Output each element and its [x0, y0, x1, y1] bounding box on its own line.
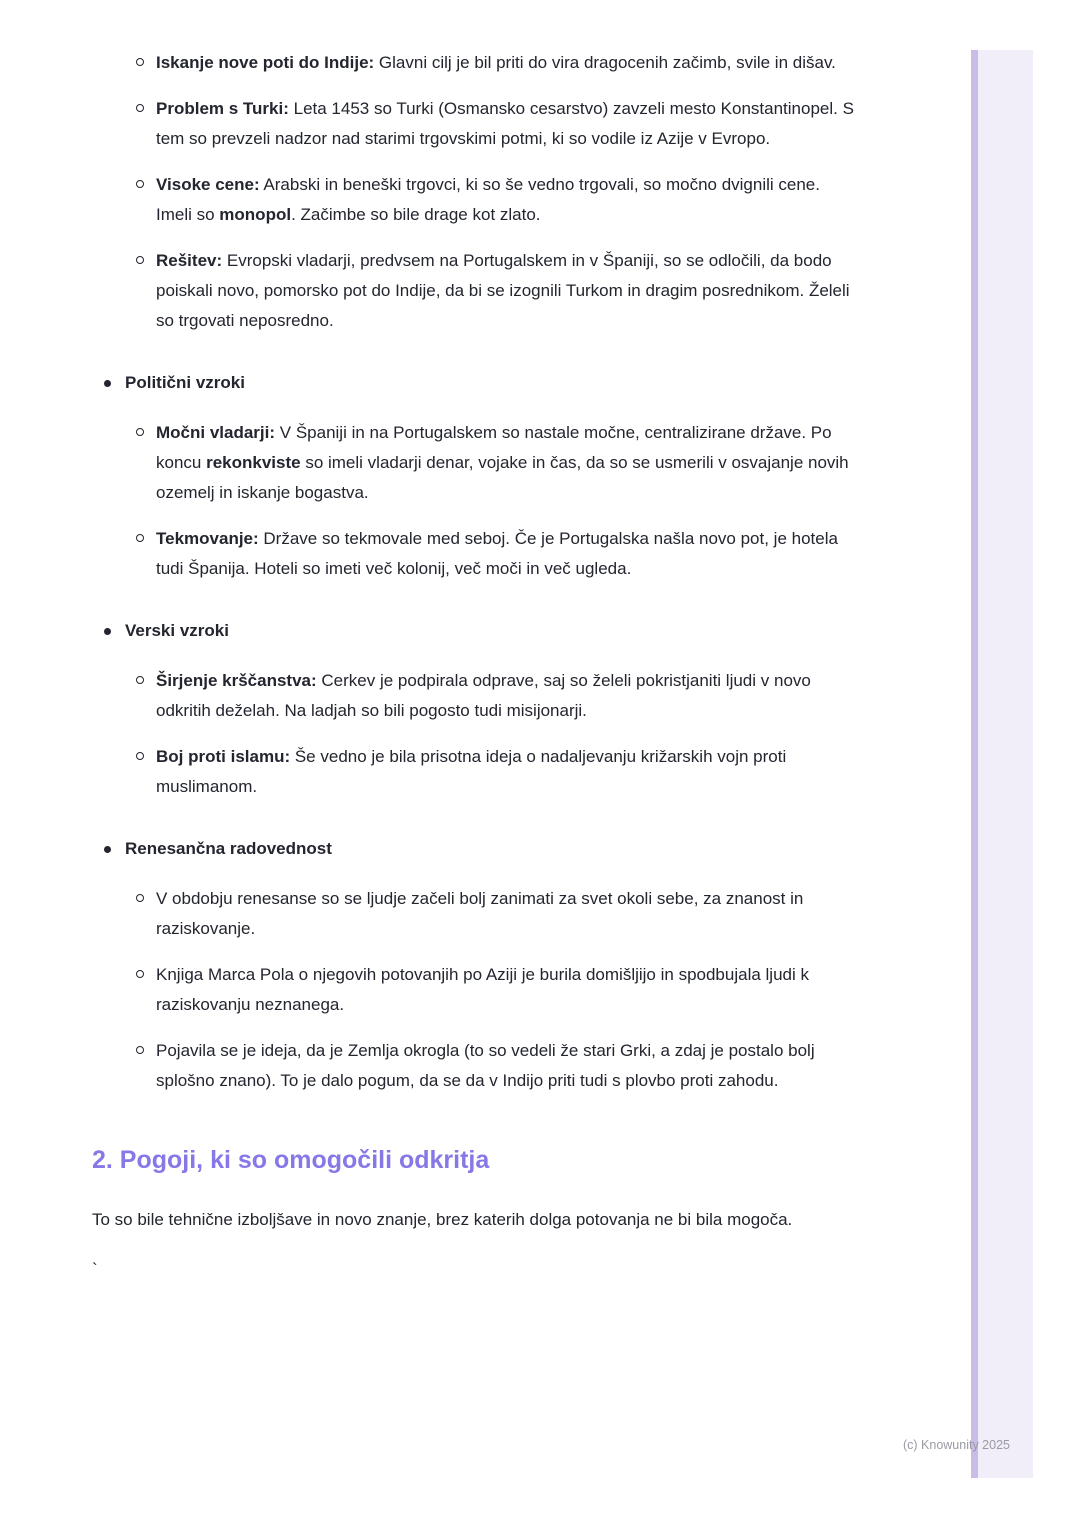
list-item — [125, 418, 856, 508]
text-run: Cerkev je podpirala odprave, saj so želeli pokristjaniti ljudi v novo odkritih deželah. Na ladjah so bili pogosto tudi misijonarji. — [156, 671, 811, 720]
bullet-circle-icon — [136, 428, 144, 436]
sub-bullet-list — [125, 884, 856, 1096]
sub-bullet-list — [125, 418, 856, 584]
text-run: Evropski vladarji, predvsem na Portugalskem in v Španiji, so se odločili, da bodo poiskali novo, pomorsko pot do Indije, da bi se izognili Turkom in dragim posrednikom. Želeli so trgovati neposredno. — [156, 251, 850, 330]
bullet-disc-icon — [104, 628, 111, 635]
bold-text-run: Iskanje nove poti do Indije: — [156, 53, 375, 72]
list-item — [125, 666, 856, 726]
text-run: Glavni cilj je bil priti do vira dragocenih začimb, svile in dišav. — [374, 53, 836, 72]
list-item — [125, 742, 856, 802]
bullet-disc-icon — [104, 846, 111, 853]
copyright-footer: (c) Knowunity 2025 — [902, 1438, 1010, 1452]
list-item-label: Politični vzroki — [125, 373, 245, 392]
text-run: Pojavila se je ideja, da je Zemlja okrogla (to so vedeli že stari Grki, a zdaj je postalo bolj splošno znano). To je dalo pogum, da se da v Indijo priti tudi s plovbo proti zahodu. — [156, 1041, 815, 1090]
bullet-circle-icon — [136, 534, 144, 542]
intro-paragraph: To so bile tehnične izboljšave in novo znanje, brez katerih dolga potovanja ne bi bila mogoča. — [92, 1210, 793, 1229]
bullet-list-sub-points — [92, 48, 856, 336]
list-item — [92, 616, 856, 802]
bullet-disc-icon — [104, 380, 111, 387]
list-item — [92, 94, 856, 154]
bullet-circle-icon — [136, 180, 144, 188]
bullet-circle-icon — [136, 1046, 144, 1054]
section-heading: 2. Pogoji, ki so omogočili odkritja — [92, 1146, 490, 1174]
list-item — [125, 960, 856, 1020]
bullet-circle-icon — [136, 58, 144, 66]
bullet-circle-icon — [136, 752, 144, 760]
bold-text-run: Tekmovanje: — [156, 529, 259, 548]
text-run: V obdobju renesanse so se ljudje začeli bolj zanimati za svet okoli sebe, za znanost in raziskovanje. — [156, 889, 804, 938]
bold-text-run: rekonkviste — [206, 453, 301, 472]
bold-text-run: Visoke cene: — [156, 175, 260, 194]
text-run: . Začimbe so bile drage kot zlato. — [291, 205, 541, 224]
text-run: so imeli vladarji denar, vojake in čas, da so se usmerili v osvajanje novih ozemelj in iskanje bogastva. — [156, 453, 849, 502]
bullet-circle-icon — [136, 256, 144, 264]
bullet-list-causes — [92, 368, 856, 1096]
text-run: Leta 1453 so Turki (Osmansko cesarstvo) zavzeli mesto Konstantinopel. S tem so prevzeli nadzor nad starimi trgovskimi potmi, ki so vodile iz Azije v Evropo. — [156, 99, 854, 148]
stray-backtick-char: ` — [92, 1260, 98, 1279]
bullet-circle-icon — [136, 676, 144, 684]
bullet-circle-icon — [136, 894, 144, 902]
list-item — [125, 524, 856, 584]
bold-text-run: Rešitev: — [156, 251, 223, 270]
text-run: Še vedno je bila prisotna ideja o nadaljevanju križarskih vojn proti muslimanom. — [156, 747, 787, 796]
text-run: Knjiga Marca Pola o njegovih potovanjih po Aziji je burila domišljijo in spodbujala ljudi k raziskovanju neznanega. — [156, 965, 809, 1014]
bullet-circle-icon — [136, 104, 144, 112]
list-item — [92, 834, 856, 1096]
text-run: Arabski in beneški trgovci, ki so še vedno trgovali, so močno dvignili cene. Imeli so — [156, 175, 820, 224]
list-item — [92, 48, 856, 78]
list-item — [92, 368, 856, 584]
bold-text-run: Problem s Turki: — [156, 99, 289, 118]
text-run: V Španiji in na Portugalskem so nastale močne, centralizirane države. Po koncu — [156, 423, 832, 472]
list-item — [125, 884, 856, 944]
bold-text-run: Močni vladarji: — [156, 423, 276, 442]
list-item — [92, 170, 856, 230]
text-run: Države so tekmovale med seboj. Če je Portugalska našla novo pot, je hotela tudi Španija. Hoteli so imeti več kolonij, več moči in več ugleda. — [156, 529, 838, 578]
list-item — [92, 246, 856, 336]
bold-text-run: monopol — [219, 205, 292, 224]
bold-text-run: Boj proti islamu: — [156, 747, 291, 766]
list-item-label: Renesančna radovednost — [125, 839, 332, 858]
bold-text-run: Širjenje krščanstva: — [156, 671, 317, 690]
list-item — [125, 1036, 856, 1096]
bullet-circle-icon — [136, 970, 144, 978]
list-item-label: Verski vzroki — [125, 621, 229, 640]
sub-bullet-list — [125, 666, 856, 802]
